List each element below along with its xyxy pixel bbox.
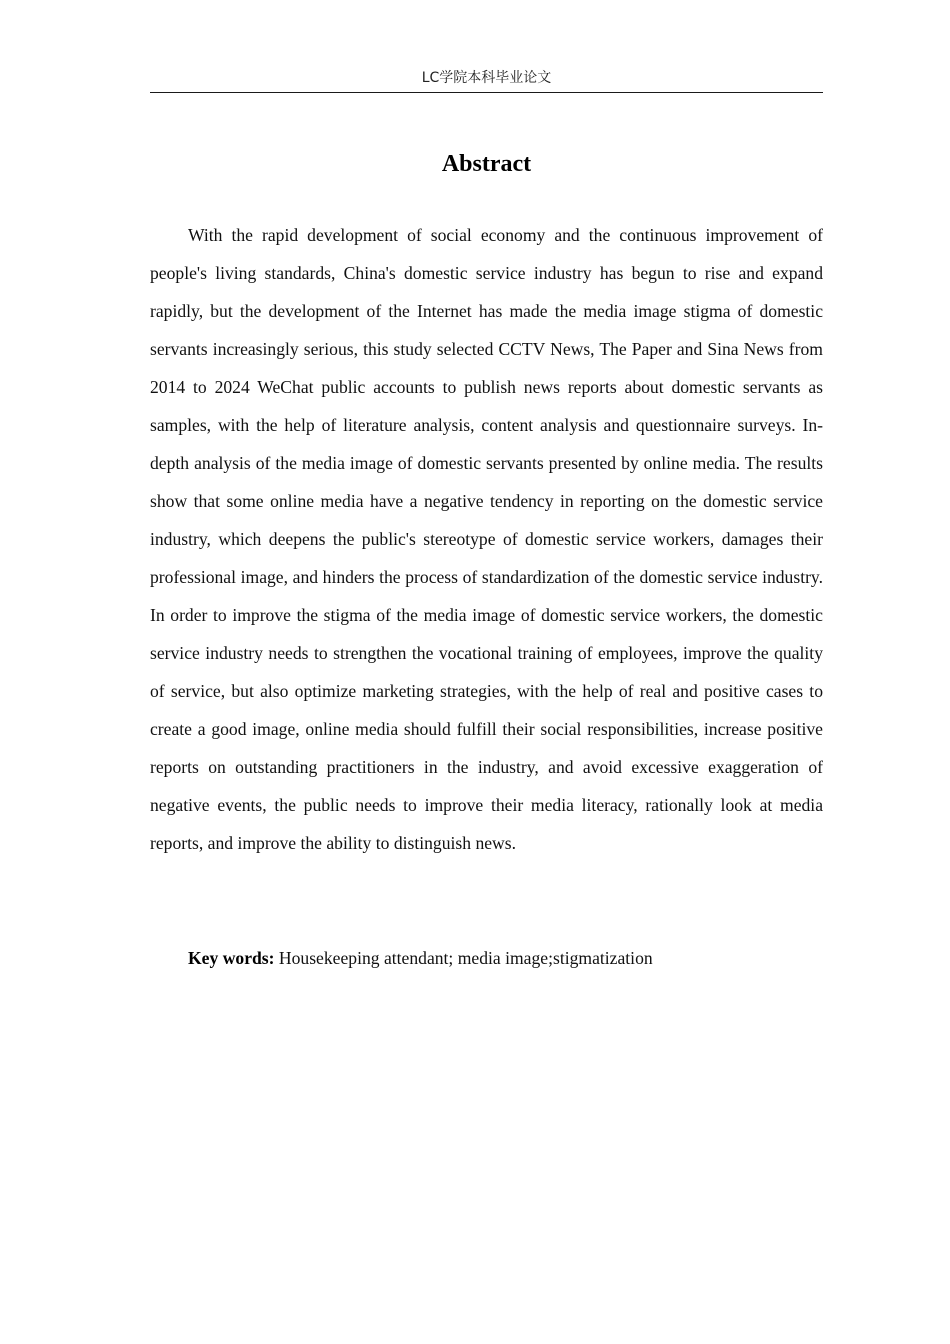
page-header (150, 66, 823, 93)
keywords-value: Housekeeping attendant; media image;stigmatization (278, 948, 653, 968)
running-title: LC学院本科毕业论文 (421, 70, 552, 86)
keywords-line (150, 939, 823, 977)
abstract-body: With the rapid development of social economy and the continuous improvement of people's living standards, China's domestic service industry has begun to rise and expand rapidly, but the development of the Internet has made the media image stigma of domestic servants increasingly serious, this study selected CCTV News, The Paper and Sina News from 2014 to 2024 WeChat public accounts to publish news reports about domestic servants as samples, with the help of literature analysis, content analysis and questionnaire surveys. In-depth analysis of the media image of domestic servants presented by online media. The results show that some online media have a negative tendency in reporting on the domestic service industry, which deepens the public's stereotype of domestic service workers, damages their professional image, and hinders the process of standardization of the domestic service industry. In order to improve the stigma of the media image of domestic service workers, the domestic service industry needs to strengthen the vocational training of employees, improve the quality of service, but also optimize marketing strategies, with the help of real and positive cases to create a good image, online media should fulfill their social responsibilities, increase positive reports on outstanding practitioners in the industry, and avoid excessive exaggeration of negative events, the public needs to improve their media literacy, rationally look at media reports, and improve the ability to distinguish news. (150, 225, 823, 853)
keywords-label: Key words: (188, 948, 275, 968)
abstract-title: Abstract (441, 151, 532, 177)
